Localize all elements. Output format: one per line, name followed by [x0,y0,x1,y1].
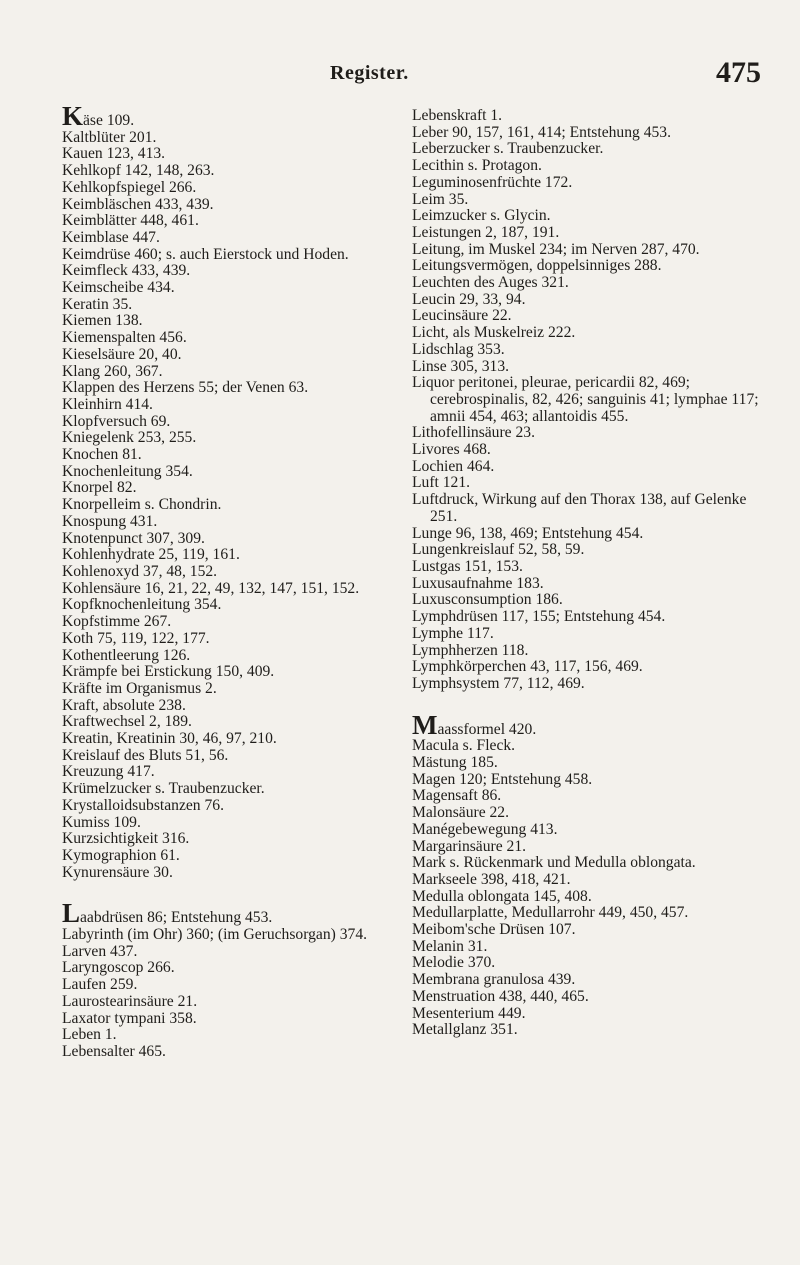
index-entry [62,297,402,314]
index-entry [62,213,402,230]
index-entry-text: Keimfleck 433, 439. [62,262,191,280]
index-entry-text: Mark s. Rückenmark und Medulla oblongata. [412,854,696,872]
index-entry-text: Leucin 29, 33, 94. [412,290,526,308]
index-entry [62,247,402,264]
index-entry [412,709,770,740]
index-entry-text: Magen 120; Entstehung 458. [412,770,593,788]
index-entry [62,313,402,330]
index-entry [412,175,770,192]
index-entry-text: Luxusconsumption 186. [412,591,563,609]
index-entry-text: Klappen des Herzens 55; der Venen 63. [62,379,309,397]
index-entry [412,772,770,789]
index-entry [62,977,402,994]
index-entry [412,576,770,593]
index-entry-text: Lymphsystem 77, 112, 469. [412,674,585,692]
index-entry [62,146,402,163]
index-entry-text: Laufen 259. [62,976,138,994]
index-entry [412,805,770,822]
index-entry [62,681,402,698]
index-entry-text: Keratin 35. [62,295,133,313]
index-entry-text: Kothentleerung 126. [62,646,191,664]
index-entry-text: Magensaft 86. [412,787,502,805]
index-entry-text: Leuchten des Auges 321. [412,274,569,292]
index-entry-text: äse 109. [83,112,135,129]
index-entry [62,865,402,882]
index-entry [62,994,402,1011]
index-entry [62,748,402,765]
index-entry [62,714,402,731]
index-entry [62,698,402,715]
index-entry [412,989,770,1006]
index-entry-text: Krämpfe bei Erstickung 150, 409. [62,663,275,681]
index-entry-text: aabdrüsen 86; Entstehung 453. [80,909,273,927]
index-entry-text: Kreuzung 417. [62,763,155,781]
index-entry [412,442,770,459]
index-entry [62,597,402,614]
index-entry-text: Linse 305, 313. [412,357,510,375]
index-entry [62,380,402,397]
index-entry-text: Kauen 123, 413. [62,145,166,163]
index-entry-text: Kräfte im Organismus 2. [62,679,217,697]
index-entry [412,425,770,442]
index-entry-text: Mesenterium 449. [412,1004,526,1022]
index-entry-text: Kehlkopf 142, 148, 263. [62,162,215,180]
index-entry [412,738,770,755]
index-entry [62,898,402,929]
index-entry [412,939,770,956]
index-entry [62,960,402,977]
index-entry [62,280,402,297]
index-entry [62,397,402,414]
index-entry [62,130,402,147]
index-entry [62,815,402,832]
index-entry-text: Liquor peritonei, pleurae, pericardii 82, 469; cerebrospinalis, 82, 426; sanguinis 41; lymphae 117; amnii 454, 463; allantoidis 455. [412,374,759,425]
index-entry-text: Membrana granulosa 439. [412,971,576,989]
index-entry [62,831,402,848]
index-entry [62,944,402,961]
index-entry [412,872,770,889]
index-entry-text: Laurostearinsäure 21. [62,992,198,1010]
index-entry [62,464,402,481]
index-entry-text: Lustgas 151, 153. [412,557,523,575]
index-entry [62,414,402,431]
index-entry-text: Leitung, im Muskel 234; im Nerven 287, 470. [412,240,700,258]
index-entry [62,731,402,748]
index-entry [62,564,402,581]
index-entry-text: Kaltblüter 201. [62,128,157,146]
index-entry-text: Licht, als Muskelreiz 222. [412,324,576,342]
section-initial-letter: L [62,898,81,929]
index-entry-text: Lymphe 117. [412,624,494,642]
index-entry [62,347,402,364]
index-entry [62,163,402,180]
index-entry-text: Kraftwechsel 2, 189. [62,713,192,731]
index-entry [412,905,770,922]
index-entry [412,659,770,676]
index-entry [62,447,402,464]
index-entry [62,848,402,865]
index-entry-text: Lochien 464. [412,457,495,475]
index-entry-text: Labyrinth (im Ohr) 360; (im Geruchsorgan) 374. [62,926,368,944]
letter-section-gap [62,881,402,905]
index-entry [62,798,402,815]
index-entry [412,839,770,856]
index-entry [412,275,770,292]
index-entry [62,180,402,197]
index-column-right [412,108,770,1039]
index-entry [62,514,402,531]
index-entry [62,364,402,381]
index-entry [412,626,770,643]
index-entry-text: Lungenkreislauf 52, 58, 59. [412,541,585,559]
index-entry-text: Kreatin, Kreatinin 30, 46, 97, 210. [62,730,277,748]
index-entry [412,225,770,242]
index-entry-text: Leim 35. [412,190,469,208]
index-entry-text: Leben 1. [62,1026,117,1044]
index-entry-text: Macula s. Fleck. [412,737,516,755]
index-entry-text: Luxusaufnahme 183. [412,574,544,592]
index-entry-text: Knorpelleim s. Chondrin. [62,496,222,514]
index-entry-text: Leistungen 2, 187, 191. [412,223,560,241]
index-entry-text: Kleinhirn 414. [62,395,153,413]
index-entry-text: Larven 437. [62,942,138,960]
index-entry [62,263,402,280]
index-entry [412,526,770,543]
index-entry-text: Koth 75, 119, 122, 177. [62,629,210,647]
section-initial-letter: K [62,101,84,131]
index-entry-text: Kopfknochenleitung 354. [62,596,222,614]
index-entry [62,230,402,247]
index-entry [412,208,770,225]
index-entry-text: Manégebewegung 413. [412,820,558,838]
index-entry [62,531,402,548]
running-title: Register. [330,62,409,84]
index-entry [412,375,770,425]
index-entry-text: Keimbläschen 433, 439. [62,195,214,213]
index-entry [62,648,402,665]
index-entry-text: Kopfstimme 267. [62,613,172,631]
index-entry [412,258,770,275]
index-entry [62,497,402,514]
index-entry-text: Keimdrüse 460; s. auch Eierstock und Hoden. [62,245,349,263]
index-entry [412,889,770,906]
index-entry-text: Kehlkopfspiegel 266. [62,178,197,196]
index-entry [412,559,770,576]
index-entry-text: Kraft, absolute 238. [62,696,186,714]
index-entry [412,1022,770,1039]
index-entry-text: Kohlenoxyd 37, 48, 152. [62,562,218,580]
index-entry [412,192,770,209]
index-entry-text: Kohlenhydrate 25, 119, 161. [62,546,240,564]
index-entry-text: Markseele 398, 418, 421. [412,870,571,888]
index-entry-text: Livores 468. [412,441,491,459]
index-entry-text: Menstruation 438, 440, 465. [412,987,589,1005]
index-entry [412,308,770,325]
index-entry [412,788,770,805]
index-entry-text: Leber 90, 157, 161, 414; Entstehung 453. [412,123,671,141]
index-entry [412,955,770,972]
index-entry-text: Kiemenspalten 456. [62,329,187,347]
index-entry-text: Leitungsvermögen, doppelsinniges 288. [412,257,662,275]
index-entry-text: Kiemen 138. [62,312,143,330]
index-entry-text: Lebenskraft 1. [412,107,503,124]
index-entry-text: Lunge 96, 138, 469; Entstehung 454. [412,524,644,542]
index-entry-text: Kieselsäure 20, 40. [62,345,182,363]
index-entry-text: Luftdruck, Wirkung auf den Thorax 138, auf Gelenke 251. [412,491,747,525]
index-entry-text: Meibom'sche Drüsen 107. [412,921,576,939]
index-entry-text: Keimblase 447. [62,228,160,246]
index-entry-text: Kurzsichtigkeit 316. [62,830,190,848]
index-entry [412,141,770,158]
page-number: 475 [716,56,761,89]
index-entry-text: Kynurensäure 30. [62,863,173,881]
index-entry [412,922,770,939]
index-entry-text: Kumiss 109. [62,813,141,831]
index-entry-text: Leucinsäure 22. [412,307,512,325]
index-entry [412,542,770,559]
index-entry-text: Melodie 370. [412,954,496,972]
index-entry-text: Keimscheibe 434. [62,279,175,297]
index-entry [62,330,402,347]
index-entry-text: Krümelzucker s. Traubenzucker. [62,780,265,798]
index-entry [62,927,402,944]
index-entry-text: Melanin 31. [412,937,488,955]
index-entry [412,643,770,660]
index-entry-text: Klang 260, 367. [62,362,163,380]
index-entry [62,1011,402,1028]
index-entry-text: Luft 121. [412,474,471,492]
index-entry [412,475,770,492]
index-entry [62,197,402,214]
index-entry-text: Margarinsäure 21. [412,837,527,855]
index-entry-text: Leguminosenfrüchte 172. [412,173,573,191]
index-entry-text: Leberzucker s. Traubenzucker. [412,140,604,158]
index-entry [412,1006,770,1023]
letter-section-gap [412,693,770,717]
index-entry [412,972,770,989]
index-entry-text: Lymphdrüsen 117, 155; Entstehung 454. [412,608,666,626]
index-entry-text: Kreislauf des Bluts 51, 56. [62,746,229,764]
index-entry-text: Knospung 431. [62,512,158,530]
index-entry-text: Keimblätter 448, 461. [62,212,199,230]
index-entry-text: Lebensalter 465. [62,1042,166,1060]
index-entry [62,664,402,681]
index-entry-text: Lecithin s. Protagon. [412,157,542,175]
index-entry [62,781,402,798]
index-entry-text: Kymographion 61. [62,846,180,864]
index-entry [412,459,770,476]
index-entry [412,492,770,525]
index-entry-text: Laryngoscop 266. [62,959,175,977]
index-entry [62,480,402,497]
index-entry [412,292,770,309]
index-entry [62,1027,402,1044]
index-entry [412,676,770,693]
index-entry [412,325,770,342]
index-entry-text: Knotenpunct 307, 309. [62,529,205,547]
index-entry [412,158,770,175]
index-entry-text: Lithofellinsäure 23. [412,424,535,442]
index-entry-text: Lymphkörperchen 43, 117, 156, 469. [412,658,643,676]
index-column-left [62,101,402,1061]
index-entry-text: Malonsäure 22. [412,804,510,822]
page-header [0,58,800,98]
index-entry-text: Krystalloidsubstanzen 76. [62,796,224,814]
index-entry [62,547,402,564]
index-entry [412,125,770,142]
index-entry-text: Klopfversuch 69. [62,412,171,430]
index-entry-text: Knochenleitung 354. [62,462,193,480]
index-entry [62,614,402,631]
index-entry-text: aassformel 420. [437,720,537,738]
index-entry-text: Metallglanz 351. [412,1021,518,1039]
section-initial-letter: M [412,709,438,740]
index-entry-text: Leimzucker s. Glycin. [412,207,551,225]
index-entry-text: Laxator tympani 358. [62,1009,197,1027]
index-entry-text: Medullarplatte, Medullarrohr 449, 450, 457. [412,904,689,922]
index-entry [62,101,402,131]
index-entry [412,755,770,772]
index-entry-text: Knorpel 82. [62,479,137,497]
index-entry-text: Medulla oblongata 145, 408. [412,887,592,905]
index-entry [62,581,402,598]
index-entry [62,1044,402,1061]
index-entry [412,609,770,626]
index-entry-text: Kniegelenk 253, 255. [62,429,197,447]
index-entry-text: Mästung 185. [412,754,498,772]
index-entry-text: Lidschlag 353. [412,340,505,358]
index-entry [62,764,402,781]
index-entry [62,631,402,648]
index-entry [412,359,770,376]
index-entry-text: Kohlensäure 16, 21, 22, 49, 132, 147, 151, 152. [62,579,360,597]
index-entry-text: Knochen 81. [62,446,142,464]
index-entry [412,592,770,609]
index-entry [412,342,770,359]
index-entry [412,108,770,125]
index-entry-text: Lymphherzen 118. [412,641,529,659]
index-entry [412,855,770,872]
index-entry [62,430,402,447]
index-entry [412,822,770,839]
index-entry [412,242,770,259]
